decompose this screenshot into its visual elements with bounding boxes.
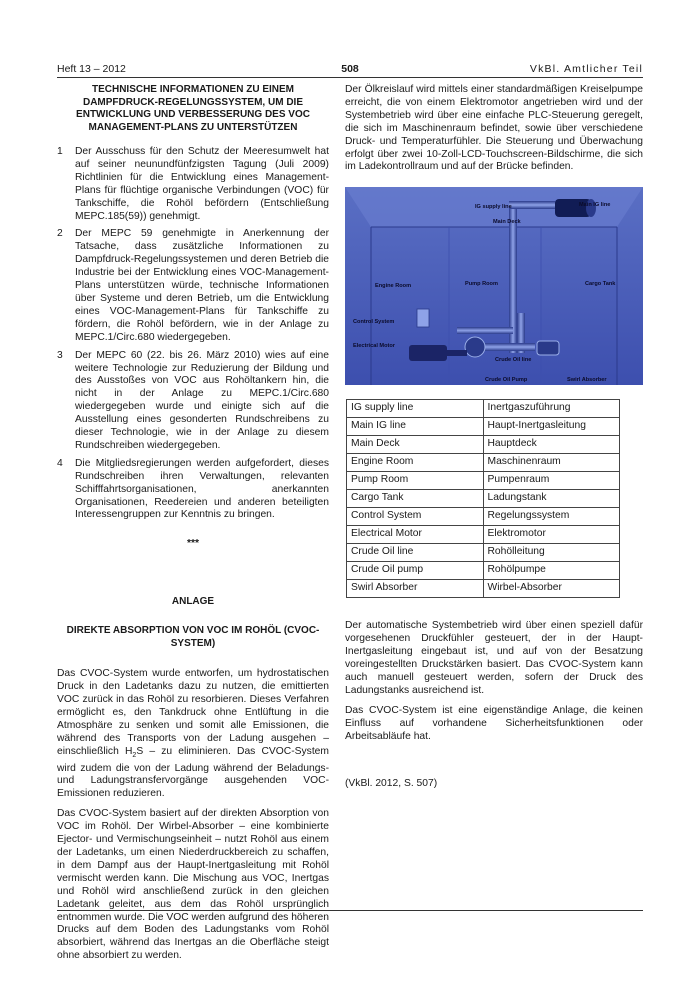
term-en: Main IG line — [347, 418, 484, 436]
term-de: Ladungstank — [483, 490, 620, 508]
motor-shaft — [447, 350, 467, 356]
diagram-svg — [345, 187, 643, 385]
page-header — [57, 60, 643, 78]
label-swirl-absorber: Swirl Absorber — [567, 377, 607, 384]
term-de: Pumpenraum — [483, 472, 620, 490]
term-de: Maschinenraum — [483, 454, 620, 472]
source-reference: (VkBl. 2012, S. 507) — [345, 777, 438, 789]
paragraph-text: – zu eliminieren. Das CVOC-System wird zudem die von der Ladung während der Beladungs- und Ladungstransfervorgänge ausgehenden VOC-Emissionen reduzieren. — [57, 745, 329, 800]
table-row — [347, 400, 620, 418]
term-de: Rohölleitung — [483, 544, 620, 562]
paragraph: Das CVOC-System ist eine eigenständige Anlage, die keinen Einfluss auf vorhandene Sicherheitsfunktionen oder Arbeitsabläufe hat. — [345, 704, 643, 742]
term-en: Swirl Absorber — [347, 580, 484, 598]
item-number: 2 — [57, 228, 63, 240]
swirl-absorber — [537, 341, 559, 355]
term-en: Crude Oil line — [347, 544, 484, 562]
term-de: Elektromotor — [483, 526, 620, 544]
item-number: 4 — [57, 457, 63, 469]
term-en: Engine Room — [347, 454, 484, 472]
term-de: Inertgaszuführung — [483, 400, 620, 418]
list-item — [57, 350, 329, 453]
header-rule — [57, 77, 643, 78]
annex-heading: ANLAGE — [171, 596, 215, 608]
table-row — [347, 472, 620, 490]
table-row — [347, 508, 620, 526]
section-separator: *** — [186, 538, 200, 550]
item-text: Der Ausschuss für den Schutz der Meeresumwelt hat auf seiner neunundfünfzigsten Tagung (Juli 2009) Richtlinien für die Entwicklung eines Management-Plans für flüchtige organische Verbindungen (VOC) für Tankschiffe, die Rohöl befördern (Entschließung MEPC.185(59)) genehmigt. — [75, 146, 329, 222]
crude-oil-pump — [465, 337, 485, 357]
term-de: Regelungssystem — [483, 508, 620, 526]
item-text: Der MEPC 60 (22. bis 26. März 2010) wies auf eine weitere Technologie zur Reduzierung der Bildung und des Ausstoßes von VOC aus Rohöltankern hin, die nicht in der Anlage zu MEPC.1/Circ.680 wiedergegeben wurde und einigte sich auf die Ausstellung eines gesonderten Rundschreibens zu dieser Technologie, wie in der Anlage zu diesem Rundschreiben wiedergegeben. — [75, 349, 329, 451]
h2s-subscript: 2 — [132, 751, 137, 759]
term-de: Rohölpumpe — [483, 562, 620, 580]
annex-subtitle: DIREKTE ABSORPTION VON VOC IM ROHÖL (CVOC-SYSTEM) — [66, 625, 320, 649]
item-text: Der MEPC 59 genehmigte in Anerkennung der Tatsache, dass zusätzliche Informationen zu Dampfdruck-Regelungssystemen und deren Betrieb die Industrie bei der Entwicklung eines VOC-Management-Plans unterstützen würde, technische Informationen über Systeme und deren Betrieb, um die Entwicklung eines VOC-Management-Plans für Tankschiffe zu fördern, die Rohöl befördern, wie in der Anlage zu MEPC.1/Circ.680 wiedergegeben. — [75, 228, 329, 343]
label-control-system: Control System — [353, 319, 395, 326]
term-en: Cargo Tank — [347, 490, 484, 508]
label-engine-room: Engine Room — [375, 283, 412, 290]
label-electrical-motor: Electrical Motor — [353, 343, 395, 350]
item-number: 1 — [57, 146, 63, 157]
item-number: 3 — [57, 349, 63, 361]
h2s-s: S — [136, 745, 144, 757]
control-cabinet — [417, 309, 429, 327]
list-item — [57, 458, 329, 523]
term-en: Crude Oil pump — [347, 562, 484, 580]
table-row — [347, 490, 620, 508]
paragraph: Der Ölkreislauf wird mittels einer standardmäßigen Kreiselpumpe erreicht, die von einem Elektromotor angetrieben wird und der Systembetrieb wird über eine einfache PLC-Steuerung geregelt, die sich im Maschinenraum befindet, sowie über verschiedene Druck- und Temperaturfühler. Die Steuerung und Überwachung erfolgt über zwei 10-Zoll-LCD-Touchscreen-Bildschirme, die sich im Ladekontrollraum und auf der Brücke befinden. — [345, 84, 643, 173]
label-cargo-tank: Cargo Tank — [585, 281, 616, 288]
label-main-ig: Main IG line — [579, 202, 611, 209]
list-item — [57, 146, 329, 223]
label-main-deck: Main Deck — [493, 219, 521, 226]
page-number: 508 — [341, 63, 359, 75]
label-ig-supply: IG supply line — [475, 204, 512, 211]
paragraph: Das CVOC-System basiert auf der direkten Absorption von VOC im Rohöl. Der Wirbel-Absorber – eine kombinierte Ejector- und Vermischungseinheit – nutzt Rohöl aus einem der Ladetanks, um einen Niederdruckbereich zu schaffen, in dem Dampf aus der Haupt-Inertgasleitung mit Rohöl vermischt werden kann. Die Mischung aus VOC, Inertgas und Rohöl wird anschließend zurück in den gleichen Ladetank geleitet, aus dem das Rohöl ursprünglich entnommen wurde. Die VOC werden aufgrund des höheren Drucks auf dem Boden des Ladungstanks vom Rohöl absorbiert, während das Inertgas an die Oberfläche steigt ohne absorbiert zu werden. — [57, 808, 329, 962]
table-row — [347, 454, 620, 472]
table-row — [347, 562, 620, 580]
terms-table — [346, 399, 620, 598]
label-crude-oil-pump: Crude Oil Pump — [485, 377, 528, 384]
label-crude-oil-line: Crude Oil line — [495, 357, 532, 364]
term-en: Pump Room — [347, 472, 484, 490]
h2s-h: H — [124, 745, 133, 757]
term-en: Control System — [347, 508, 484, 526]
system-diagram — [345, 187, 643, 385]
table-row — [347, 418, 620, 436]
ig-horizontal-pipe — [509, 201, 555, 209]
item-text: Die Mitgliedsregierungen werden aufgefordert, dieses Rundschreiben ihren Verwaltungen, relevanten Schifffahrtsorganisationen, anerkannten Organisationen, Reedereien und anderen beteiligten Interessengruppen zur Kenntnis zu bringen. — [75, 457, 329, 521]
term-de: Wirbel-Absorber — [483, 580, 620, 598]
main-title: TECHNISCHE INFORMATIONEN ZU EINEM DAMPFDRUCK-REGELUNGSSYSTEM, UM DIE ENTWICKLUNG UND VERBESSERUNG DES VOC MANAGEMENT-PLANS ZU UNTERSTÜTZEN — [76, 84, 310, 133]
list-item — [57, 228, 329, 344]
term-en: IG supply line — [347, 400, 484, 418]
table-row — [347, 544, 620, 562]
label-pump-room: Pump Room — [465, 281, 498, 288]
term-en: Main Deck — [347, 436, 484, 454]
right-column — [345, 84, 643, 797]
electrical-motor — [409, 345, 447, 361]
table-row — [347, 580, 620, 598]
publication-title: VkBl. Amtlicher Teil — [529, 63, 643, 75]
left-column — [57, 84, 329, 970]
term-de: Haupt-Inertgasleitung — [483, 418, 620, 436]
issue-label: Heft 13 – 2012 — [57, 63, 126, 75]
table-row — [347, 526, 620, 544]
table-row — [347, 436, 620, 454]
paragraph — [57, 668, 329, 801]
paragraph-text: Das CVOC-System wurde entworfen, um hydrostatischen Druck in den Ladetanks dazu zu nutzen, die emittierten VOC zurück in das Rohöl zu resorbieren. Dieses Verfahren ermöglicht es, den Tankdruck ohne Entlüftung in die Atmosphäre zu senken und somit alle Emissionen, die während des Transports von der Ladung ausgehen – einschließlich — [57, 668, 329, 757]
crude-oil-return — [457, 327, 513, 334]
footer-rule — [57, 910, 643, 911]
paragraph: Der automatische Systembetrieb wird über einen speziell dafür vorgesehenen Druckfühler gesteuert, der in der Haupt-Inertgasleitung eingebaut ist, und auf von der Besatzung voreingestellten Druckstärken basiert. Das CVOC-System kann auch manuell gesteuert werden, sofern der Druck des Ladungstanks ausreichend ist. — [345, 620, 643, 696]
term-en: Electrical Motor — [347, 526, 484, 544]
term-de: Hauptdeck — [483, 436, 620, 454]
